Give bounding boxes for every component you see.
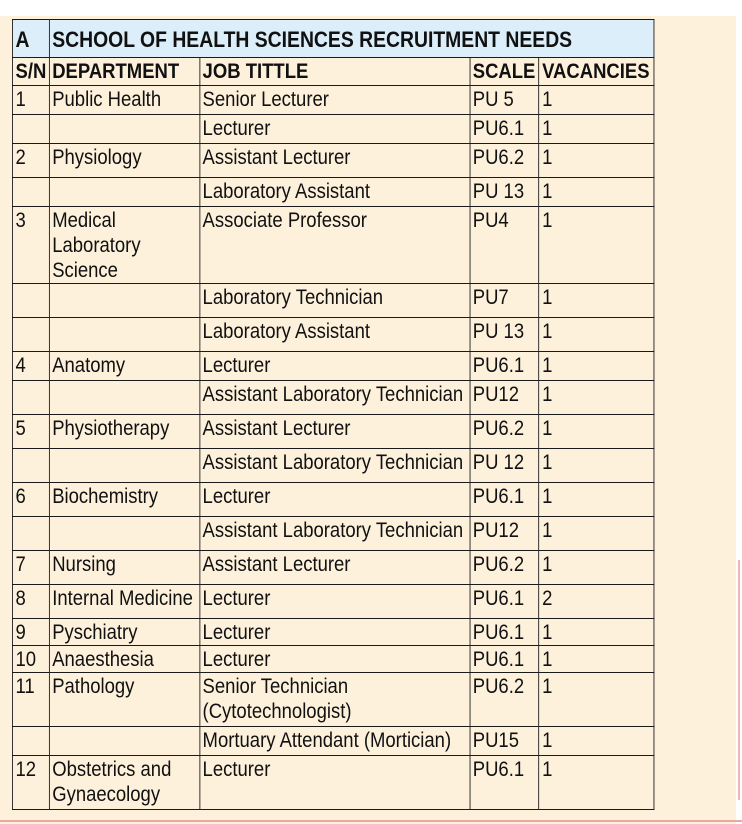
cell-scale: PU15 — [470, 727, 539, 756]
table-row — [12, 284, 654, 318]
cell-department: Anaesthesia — [49, 646, 199, 673]
cell-vacancies: 1 — [539, 178, 654, 207]
table-row — [12, 352, 654, 381]
cell-scale: PU6.1 — [470, 115, 539, 144]
bottom-edge-line — [0, 820, 742, 822]
cell-job-title: Associate Professor — [199, 207, 469, 284]
cell-sn — [12, 318, 49, 352]
table-row — [12, 115, 654, 144]
header-scale: SCALE — [470, 58, 539, 86]
cell-scale: PU 13 — [470, 318, 539, 352]
cell-job-title: Assistant Lecturer — [199, 144, 469, 178]
header-sn: S/N — [12, 58, 49, 86]
cell-sn — [12, 517, 49, 551]
cell-job-title: Assistant Laboratory Technician — [199, 449, 469, 483]
cell-department: Obstetrics and Gynaecology — [49, 756, 199, 810]
table-row — [12, 207, 654, 284]
cell-job-title: Assistant Laboratory Technician — [199, 517, 469, 551]
header-row — [12, 58, 654, 86]
cell-department — [49, 449, 199, 483]
cell-scale: PU6.2 — [470, 415, 539, 449]
cell-department: Nursing — [49, 551, 199, 585]
cell-job-title: Lecturer — [199, 619, 469, 646]
cell-job-title: Mortuary Attendant (Mortician) — [199, 727, 469, 756]
cell-scale: PU6.1 — [470, 619, 539, 646]
cell-scale: PU6.2 — [470, 144, 539, 178]
header-vacancies: VACANCIES — [539, 58, 654, 86]
table-row — [12, 756, 654, 810]
section-title: SCHOOL OF HEALTH SCIENCES RECRUITMENT NEEDS — [49, 20, 654, 58]
cell-job-title: Laboratory Assistant — [199, 178, 469, 207]
table-row — [12, 727, 654, 756]
cell-vacancies: 1 — [539, 756, 654, 810]
cell-department: Anatomy — [49, 352, 199, 381]
cell-job-title: Laboratory Technician — [199, 284, 469, 318]
cell-sn: 2 — [12, 144, 49, 178]
header-job-title: JOB TITTLE — [199, 58, 469, 86]
table-row — [12, 144, 654, 178]
table-row — [12, 646, 654, 673]
cell-department: Internal Medicine — [49, 585, 199, 619]
cell-sn — [12, 449, 49, 483]
cell-vacancies: 1 — [539, 727, 654, 756]
cell-vacancies: 1 — [539, 551, 654, 585]
cell-job-title: Lecturer — [199, 646, 469, 673]
table-row — [12, 178, 654, 207]
recruitment-table — [12, 19, 654, 810]
cell-scale: PU4 — [470, 207, 539, 284]
cell-department: Biochemistry — [49, 483, 199, 517]
table-row — [12, 517, 654, 551]
cell-sn: 6 — [12, 483, 49, 517]
cell-sn: 8 — [12, 585, 49, 619]
table-row — [12, 86, 654, 115]
cell-scale: PU12 — [470, 381, 539, 415]
cell-vacancies: 1 — [539, 207, 654, 284]
right-edge-line — [738, 560, 740, 800]
section-title-row — [12, 20, 654, 58]
cell-scale: PU 12 — [470, 449, 539, 483]
cell-sn — [12, 727, 49, 756]
cell-job-title: Lecturer — [199, 115, 469, 144]
cell-scale: PU 5 — [470, 86, 539, 115]
cell-vacancies: 1 — [539, 284, 654, 318]
cell-vacancies: 1 — [539, 483, 654, 517]
header-department: DEPARTMENT — [49, 58, 199, 86]
cell-sn — [12, 381, 49, 415]
cell-job-title: Lecturer — [199, 756, 469, 810]
cell-scale: PU6.1 — [470, 646, 539, 673]
cell-department: Pyschiatry — [49, 619, 199, 646]
cell-sn — [12, 284, 49, 318]
cell-scale: PU7 — [470, 284, 539, 318]
cell-scale: PU6.1 — [470, 352, 539, 381]
table-row — [12, 381, 654, 415]
cell-vacancies: 1 — [539, 646, 654, 673]
cell-scale: PU6.1 — [470, 483, 539, 517]
cell-scale: PU6.1 — [470, 585, 539, 619]
cell-vacancies: 1 — [539, 86, 654, 115]
cell-vacancies: 1 — [539, 415, 654, 449]
cell-vacancies: 1 — [539, 517, 654, 551]
table-row — [12, 449, 654, 483]
cell-sn: 4 — [12, 352, 49, 381]
cell-vacancies: 1 — [539, 352, 654, 381]
cell-department: Physiology — [49, 144, 199, 178]
cell-job-title: Senior Technician (Cytotechnologist) — [199, 673, 469, 727]
cell-department — [49, 318, 199, 352]
cell-sn: 12 — [12, 756, 49, 810]
cell-sn: 1 — [12, 86, 49, 115]
cell-sn — [12, 115, 49, 144]
table-row — [12, 551, 654, 585]
cell-department — [49, 727, 199, 756]
table-row — [12, 619, 654, 646]
cell-sn: 11 — [12, 673, 49, 727]
cell-job-title: Laboratory Assistant — [199, 318, 469, 352]
cell-sn: 5 — [12, 415, 49, 449]
cell-scale: PU12 — [470, 517, 539, 551]
cell-job-title: Assistant Lecturer — [199, 415, 469, 449]
cell-job-title: Assistant Laboratory Technician — [199, 381, 469, 415]
cell-vacancies: 1 — [539, 115, 654, 144]
table-row — [12, 483, 654, 517]
cell-scale: PU6.2 — [470, 551, 539, 585]
table-row — [12, 585, 654, 619]
cell-vacancies: 1 — [539, 381, 654, 415]
cell-sn: 10 — [12, 646, 49, 673]
cell-sn: 9 — [12, 619, 49, 646]
cell-job-title: Assistant Lecturer — [199, 551, 469, 585]
cell-scale: PU6.1 — [470, 756, 539, 810]
cell-department: Pathology — [49, 673, 199, 727]
cell-department — [49, 178, 199, 207]
cell-department: Public Health — [49, 86, 199, 115]
cell-department: Physiotherapy — [49, 415, 199, 449]
cell-vacancies: 1 — [539, 449, 654, 483]
cell-department — [49, 115, 199, 144]
cell-job-title: Lecturer — [199, 483, 469, 517]
section-letter: A — [12, 20, 49, 58]
cell-department — [49, 517, 199, 551]
cell-scale: PU6.2 — [470, 673, 539, 727]
cell-sn — [12, 178, 49, 207]
cell-sn: 7 — [12, 551, 49, 585]
cell-vacancies: 1 — [539, 673, 654, 727]
cell-sn: 3 — [12, 207, 49, 284]
table-row — [12, 318, 654, 352]
cell-vacancies: 1 — [539, 144, 654, 178]
cell-vacancies: 1 — [539, 619, 654, 646]
cell-job-title: Senior Lecturer — [199, 86, 469, 115]
cell-vacancies: 1 — [539, 318, 654, 352]
cell-department — [49, 284, 199, 318]
cell-vacancies: 2 — [539, 585, 654, 619]
cell-department — [49, 381, 199, 415]
cell-department: Medical Laboratory Science — [49, 207, 199, 284]
cell-job-title: Lecturer — [199, 585, 469, 619]
table-row — [12, 415, 654, 449]
table-row — [12, 673, 654, 727]
cell-scale: PU 13 — [470, 178, 539, 207]
top-margin — [0, 0, 742, 16]
cell-job-title: Lecturer — [199, 352, 469, 381]
